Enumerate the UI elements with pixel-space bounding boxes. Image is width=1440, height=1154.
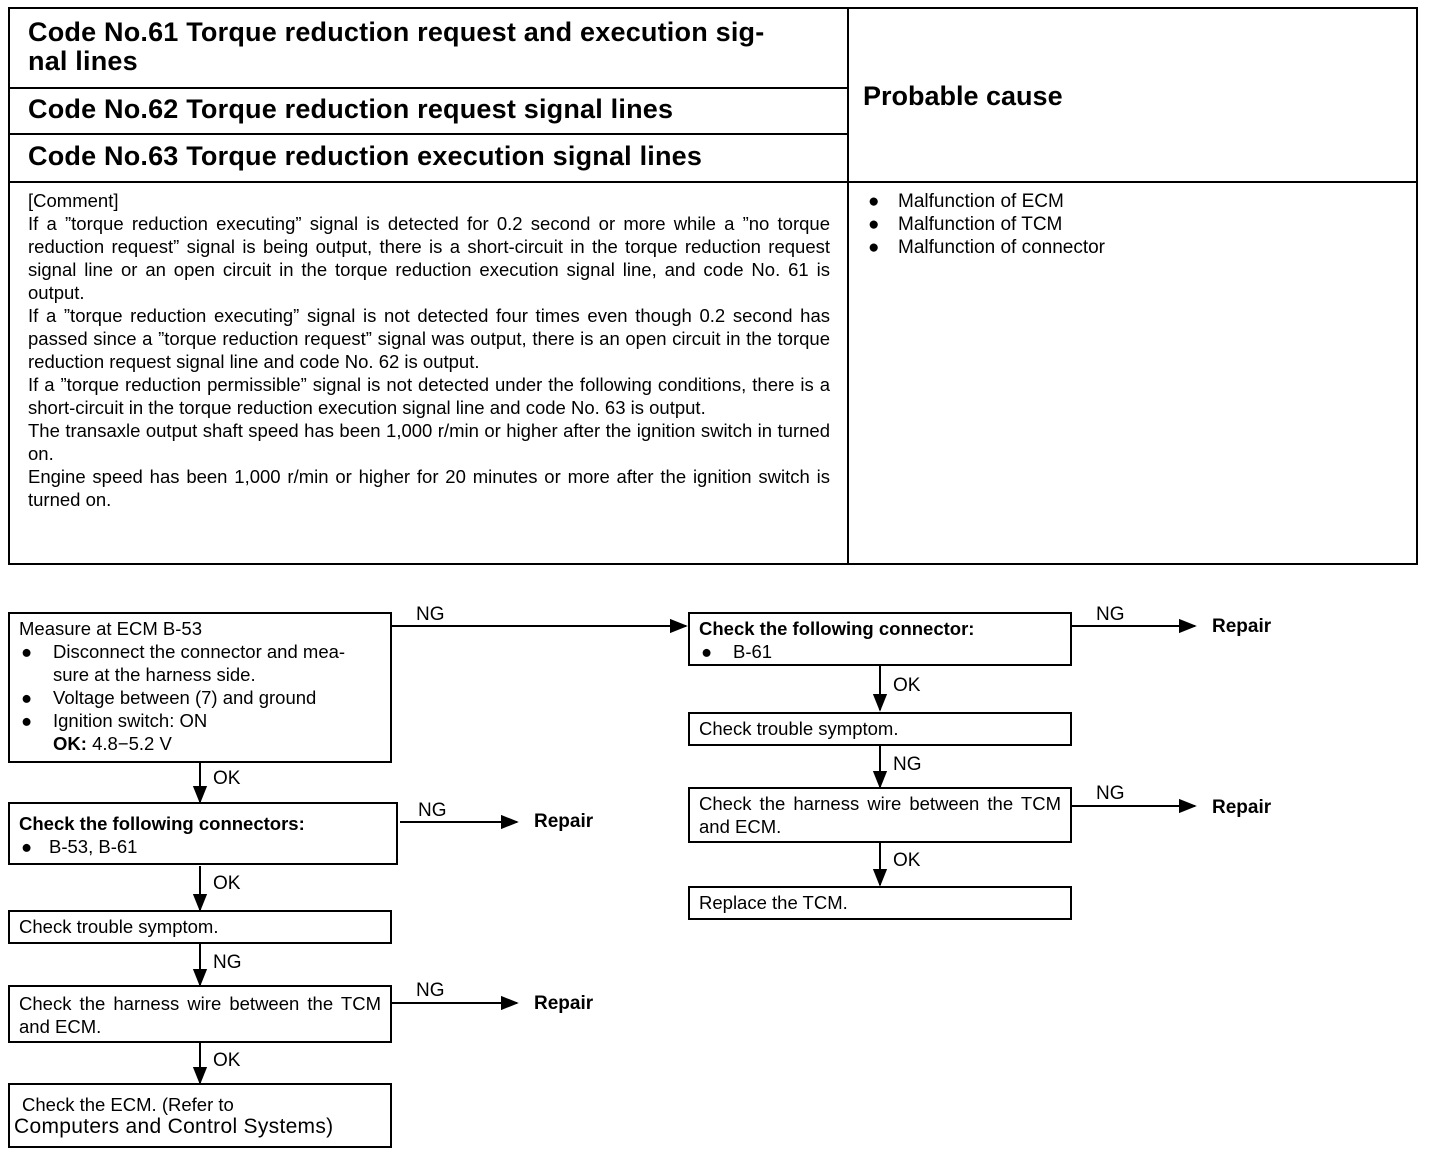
step-text-line1: Check the ECM. (Refer to <box>22 1094 234 1115</box>
step-bullet-text: B-61 <box>733 641 773 662</box>
ok-criteria <box>19 732 381 755</box>
flow-step-check-connector <box>688 612 1072 666</box>
ng-label: NG <box>893 754 922 775</box>
flow-step-check-connectors <box>8 802 398 865</box>
bullet-icon: ● <box>868 214 880 235</box>
repair-label: Repair <box>1212 616 1272 637</box>
step-bullet-text: B-53, B-61 <box>49 836 138 857</box>
ng-label: NG <box>213 952 242 973</box>
ng-label: NG <box>1096 604 1125 625</box>
bullet-icon: ● <box>701 641 713 662</box>
comment-label: [Comment] <box>28 190 119 211</box>
step-bullet-text: Ignition switch: ON <box>53 710 208 731</box>
probable-cause-list <box>865 190 1105 259</box>
list-item <box>865 236 1105 259</box>
list-item <box>699 640 1061 663</box>
step-title: Check the following connector: <box>699 618 975 639</box>
step-bullets <box>699 640 1061 663</box>
cause-text: Malfunction of ECM <box>898 191 1064 212</box>
code-61-title <box>28 18 838 76</box>
flow-step-check-symptom <box>688 712 1072 746</box>
ok-criteria-label: OK: <box>53 733 87 754</box>
ok-label: OK <box>893 675 921 696</box>
step-text: Check the harness wire between the TCM and ECM. <box>699 793 1061 837</box>
repair-label: Repair <box>1212 797 1272 818</box>
flow-step-check-ecm <box>8 1083 392 1148</box>
list-item <box>19 835 387 858</box>
ng-label: NG <box>418 800 447 821</box>
code-title-divider <box>10 133 848 135</box>
ng-label: NG <box>416 604 445 625</box>
step-title: Measure at ECM B-53 <box>19 618 203 639</box>
code-61-title-line2: nal lines <box>28 46 138 76</box>
bullet-icon: ● <box>868 191 880 212</box>
comment-block <box>28 189 830 511</box>
step-text-line2: Computers and Control Systems) <box>14 1115 334 1138</box>
code-title-divider <box>10 87 848 89</box>
code-61-title-line1: Code No.61 Torque reduction request and execution sig- <box>28 17 765 47</box>
ok-label: OK <box>213 873 241 894</box>
step-bullets <box>19 640 381 732</box>
repair-label: Repair <box>534 993 594 1014</box>
step-text: Replace the TCM. <box>699 892 848 913</box>
diagnosis-table <box>8 7 1418 565</box>
bullet-icon: ● <box>868 237 880 258</box>
ng-label: NG <box>416 980 445 1001</box>
flow-step-measure-ecm <box>8 612 392 763</box>
repair-label: Repair <box>534 811 594 832</box>
step-bullet-text: Voltage between (7) and ground <box>53 687 317 708</box>
list-item <box>19 709 381 732</box>
step-text: Check trouble symptom. <box>699 718 899 739</box>
step-title: Check the following connectors: <box>19 813 305 834</box>
comment-paragraph: If a ”torque reduction executing” signal is not detected four times even though 0.2 second has passed since a ”torque reduction request” signal was output, there is an open circuit in the torque reduction request signal line and code No. 62 is output. <box>28 305 830 372</box>
bullet-icon: ● <box>21 641 33 662</box>
ng-label: NG <box>1096 783 1125 804</box>
code-62-title: Code No.62 Torque reduction request signal lines <box>28 94 674 124</box>
step-text: Check trouble symptom. <box>19 916 219 937</box>
comment-paragraph: The transaxle output shaft speed has been 1,000 r/min or higher after the ignition switch in turned on. <box>28 420 830 464</box>
cause-text: Malfunction of connector <box>898 237 1106 258</box>
list-item <box>19 640 381 686</box>
comment-paragraph: If a ”torque reduction permissible” signal is not detected under the following conditions, there is a short-circuit in the torque reduction execution signal line and code No. 63 is output. <box>28 374 830 418</box>
ok-label: OK <box>213 1050 241 1071</box>
list-item <box>19 686 381 709</box>
ok-label: OK <box>213 768 241 789</box>
table-column-divider <box>847 9 849 563</box>
code-63-title: Code No.63 Torque reduction execution signal lines <box>28 141 703 171</box>
list-item <box>865 213 1105 236</box>
probable-cause-title: Probable cause <box>863 81 1063 111</box>
comment-paragraph: If a ”torque reduction executing” signal is detected for 0.2 second or more while a ”no torque reduction request” signal is being output, there is a short-circuit in the torque reduction request signal line or an open circuit in the torque reduction execution signal line, and code No. 61 is output. <box>28 213 830 303</box>
step-text: Check the harness wire between the TCM and ECM. <box>19 993 381 1037</box>
bullet-icon: ● <box>21 687 33 708</box>
bullet-icon: ● <box>21 710 33 731</box>
ok-label: OK <box>893 850 921 871</box>
step-bullet-text: Disconnect the connector and mea-sure at the harness side. <box>53 641 346 685</box>
bullet-icon: ● <box>21 836 33 857</box>
flow-step-check-harness <box>688 787 1072 843</box>
comment-paragraph: Engine speed has been 1,000 r/min or higher for 20 minutes or more after the ignition switch is turned on. <box>28 466 830 510</box>
ok-criteria-value: 4.8−5.2 V <box>92 733 172 754</box>
cause-text: Malfunction of TCM <box>898 214 1063 235</box>
list-item <box>865 190 1105 213</box>
flow-step-replace-tcm <box>688 886 1072 920</box>
table-row-divider <box>10 181 1416 183</box>
flow-step-check-harness <box>8 985 392 1043</box>
step-bullets <box>19 835 387 858</box>
flow-step-check-symptom <box>8 910 392 944</box>
